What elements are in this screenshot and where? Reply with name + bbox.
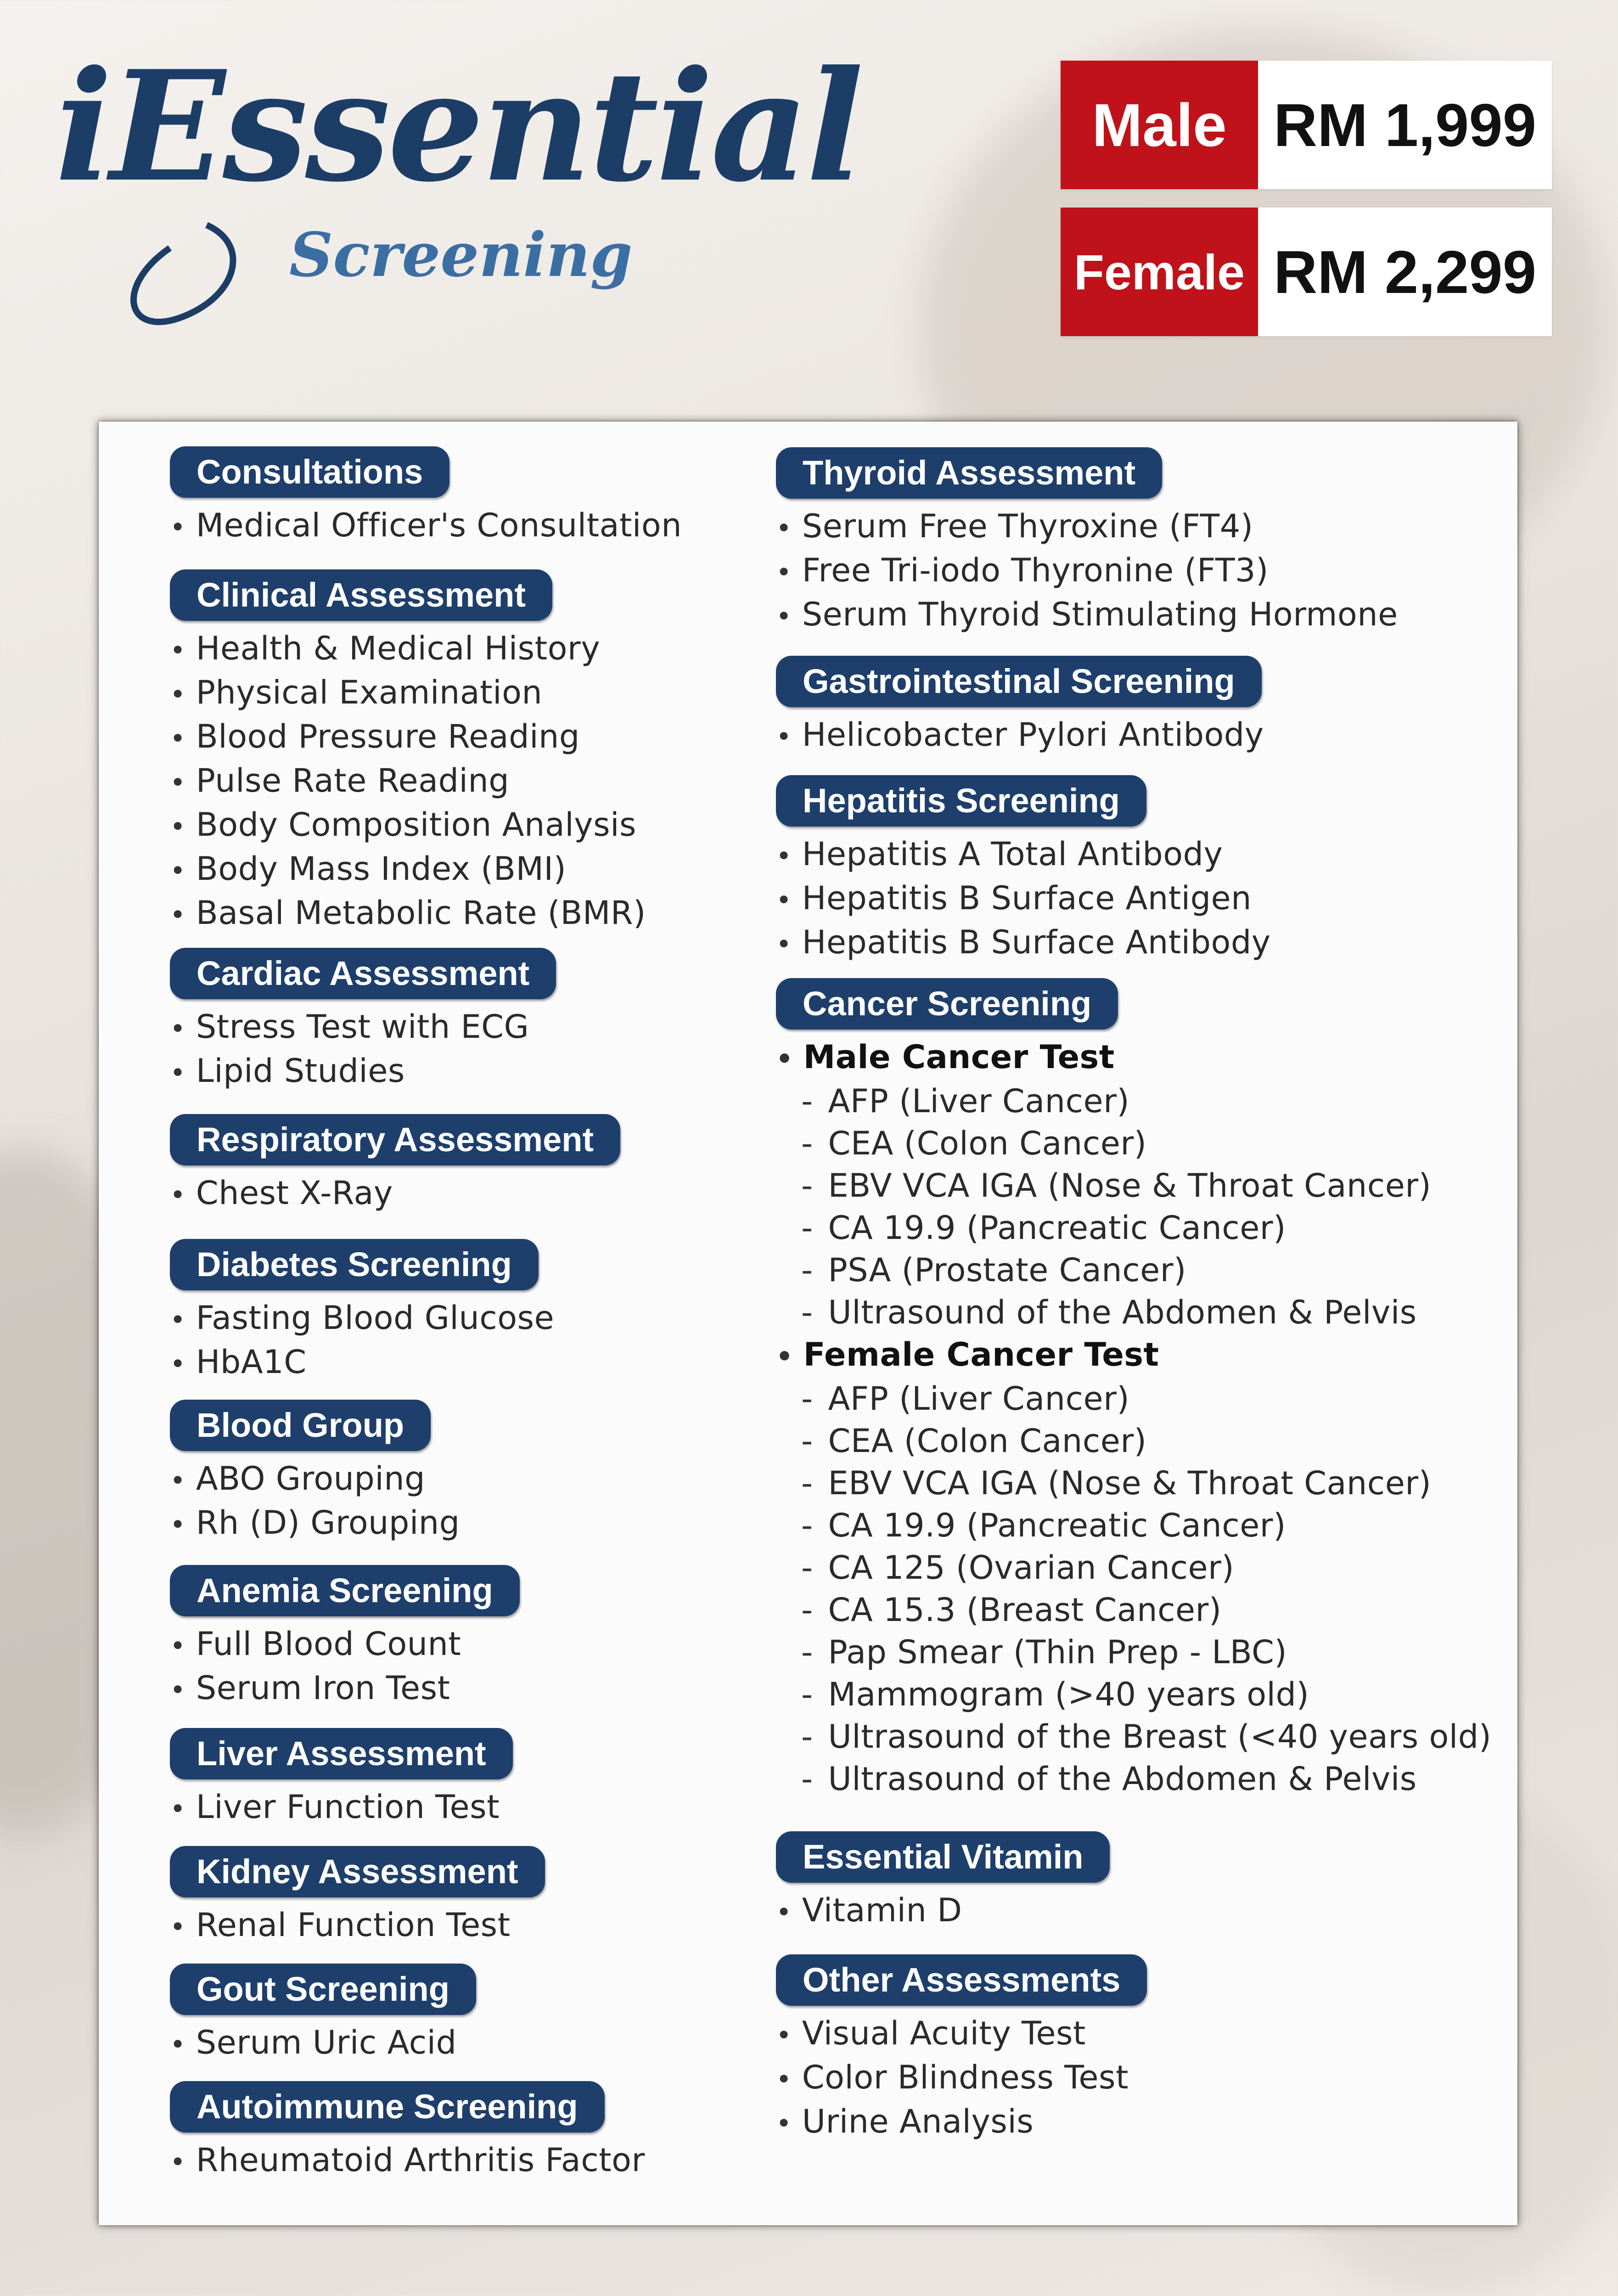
list-item: • Chest X-Ray [170, 1172, 620, 1216]
list-item: • Hepatitis A Total Antibody [776, 833, 1271, 877]
section-gout-screening [170, 1964, 476, 2065]
list-item: • Pulse Rate Reading [170, 760, 646, 804]
section-title: Cardiac Assessment [170, 948, 556, 999]
list-item: • Serum Free Thyroxine (FT4) [776, 505, 1398, 549]
section-anemia-screening [170, 1565, 520, 1711]
male-cancer-test-title: • Male Cancer Test [776, 1036, 1491, 1080]
brand-logo [55, 37, 861, 326]
list-item: - CA 15.3 (Breast Cancer) [801, 1589, 1491, 1631]
list-item: • Physical Examination [170, 671, 646, 715]
section-title: Clinical Assessment [170, 569, 552, 621]
section-title: Gout Screening [170, 1964, 476, 2015]
list-item: • Visual Acuity Test [776, 2012, 1147, 2056]
list-item: • Renal Function Test [170, 1904, 545, 1948]
section-title: Blood Group [170, 1400, 431, 1451]
section-title: Other Assessments [776, 1954, 1147, 2006]
section-title: Thyroid Assessment [776, 447, 1162, 499]
list-item: - Mammogram (>40 years old) [801, 1673, 1491, 1716]
list-item: - AFP (Liver Cancer) [801, 1080, 1491, 1122]
logo-main: iEssential [55, 37, 861, 215]
list-item: • Rh (D) Grouping [170, 1502, 460, 1546]
list-item: • ABO Grouping [170, 1458, 460, 1502]
male-price-box [1061, 61, 1552, 189]
section-thyroid-assessment [776, 447, 1398, 637]
section-gastrointestinal-screening [776, 656, 1264, 758]
section-title: Hepatitis Screening [776, 775, 1146, 827]
section-hepatitis-screening [776, 775, 1271, 965]
list-item: - CA 125 (Ovarian Cancer) [801, 1547, 1491, 1589]
screening-card [99, 422, 1517, 2225]
list-item: • Serum Iron Test [170, 1667, 520, 1711]
male-label: Male [1061, 61, 1258, 189]
section-title: Consultations [170, 446, 449, 498]
list-item: - Ultrasound of the Abdomen & Pelvis [801, 1291, 1491, 1334]
section-essential-vitamin [776, 1831, 1110, 1933]
list-item: - EBV VCA IGA (Nose & Throat Cancer) [801, 1462, 1491, 1504]
section-title: Autoimmune Screening [170, 2081, 605, 2133]
list-item: - Ultrasound of the Breast (<40 years old) [801, 1716, 1491, 1758]
section-cardiac-assessment [170, 948, 556, 1094]
list-item: • Color Blindness Test [776, 2056, 1147, 2100]
list-item: • Medical Officer's Consultation [170, 504, 682, 548]
list-item: - Pap Smear (Thin Prep - LBC) [801, 1631, 1491, 1673]
section-title: Essential Vitamin [776, 1831, 1110, 1883]
list-item: • HbA1C [170, 1341, 554, 1385]
logo-sub: Screening [289, 219, 633, 291]
female-cancer-test-title: • Female Cancer Test [776, 1334, 1491, 1378]
section-clinical-assessment [170, 569, 646, 936]
list-item: • Hepatitis B Surface Antibody [776, 921, 1271, 965]
section-other-assessments [776, 1954, 1147, 2144]
list-item: - EBV VCA IGA (Nose & Throat Cancer) [801, 1165, 1491, 1207]
female-price-box [1061, 208, 1552, 336]
list-item: • Serum Thyroid Stimulating Hormone [776, 593, 1398, 637]
list-item: - CA 19.9 (Pancreatic Cancer) [801, 1207, 1491, 1249]
list-item: • Helicobacter Pylori Antibody [776, 714, 1264, 758]
list-item: • Blood Pressure Reading [170, 715, 646, 760]
list-item: • Rheumatoid Arthritis Factor [170, 2139, 645, 2183]
list-item: • Vitamin D [776, 1889, 1110, 1933]
section-title: Diabetes Screening [170, 1239, 539, 1290]
list-item: • Full Blood Count [170, 1623, 520, 1667]
list-item: - CEA (Colon Cancer) [801, 1122, 1491, 1165]
list-item: - CA 19.9 (Pancreatic Cancer) [801, 1504, 1491, 1547]
list-item: • Lipid Studies [170, 1050, 556, 1094]
section-consultations [170, 446, 682, 548]
female-label: Female [1061, 208, 1258, 336]
list-item: • Stress Test with ECG [170, 1006, 556, 1050]
section-cancer-screening [776, 978, 1491, 1800]
section-title: Liver Assessment [170, 1728, 513, 1779]
section-title: Respiratory Assessment [170, 1114, 620, 1165]
list-item: - CEA (Colon Cancer) [801, 1420, 1491, 1462]
list-item: • Fasting Blood Glucose [170, 1297, 554, 1341]
section-blood-group [170, 1400, 460, 1546]
section-respiratory-assessment [170, 1114, 620, 1216]
section-diabetes-screening [170, 1239, 554, 1385]
section-title: Anemia Screening [170, 1565, 520, 1616]
list-item: - AFP (Liver Cancer) [801, 1378, 1491, 1420]
section-autoimmune-screening [170, 2081, 645, 2183]
section-kidney-assessment [170, 1846, 545, 1948]
male-price: RM 1,999 [1258, 61, 1552, 189]
list-item: • Basal Metabolic Rate (BMR) [170, 892, 646, 936]
section-title: Gastrointestinal Screening [776, 656, 1262, 707]
list-item: • Health & Medical History [170, 627, 646, 671]
list-item: - PSA (Prostate Cancer) [801, 1249, 1491, 1291]
female-price: RM 2,299 [1258, 208, 1552, 336]
section-title: Kidney Assessment [170, 1846, 545, 1897]
list-item: • Urine Analysis [776, 2100, 1147, 2144]
list-item: • Liver Function Test [170, 1786, 513, 1830]
list-item: • Hepatitis B Surface Antigen [776, 877, 1271, 921]
list-item: • Serum Uric Acid [170, 2021, 476, 2065]
list-item: • Body Composition Analysis [170, 804, 646, 848]
section-title: Cancer Screening [776, 978, 1118, 1030]
list-item: • Free Tri-iodo Thyronine (FT3) [776, 549, 1398, 593]
section-liver-assessment [170, 1728, 513, 1830]
list-item: • Body Mass Index (BMI) [170, 848, 646, 892]
list-item: - Ultrasound of the Abdomen & Pelvis [801, 1758, 1491, 1800]
